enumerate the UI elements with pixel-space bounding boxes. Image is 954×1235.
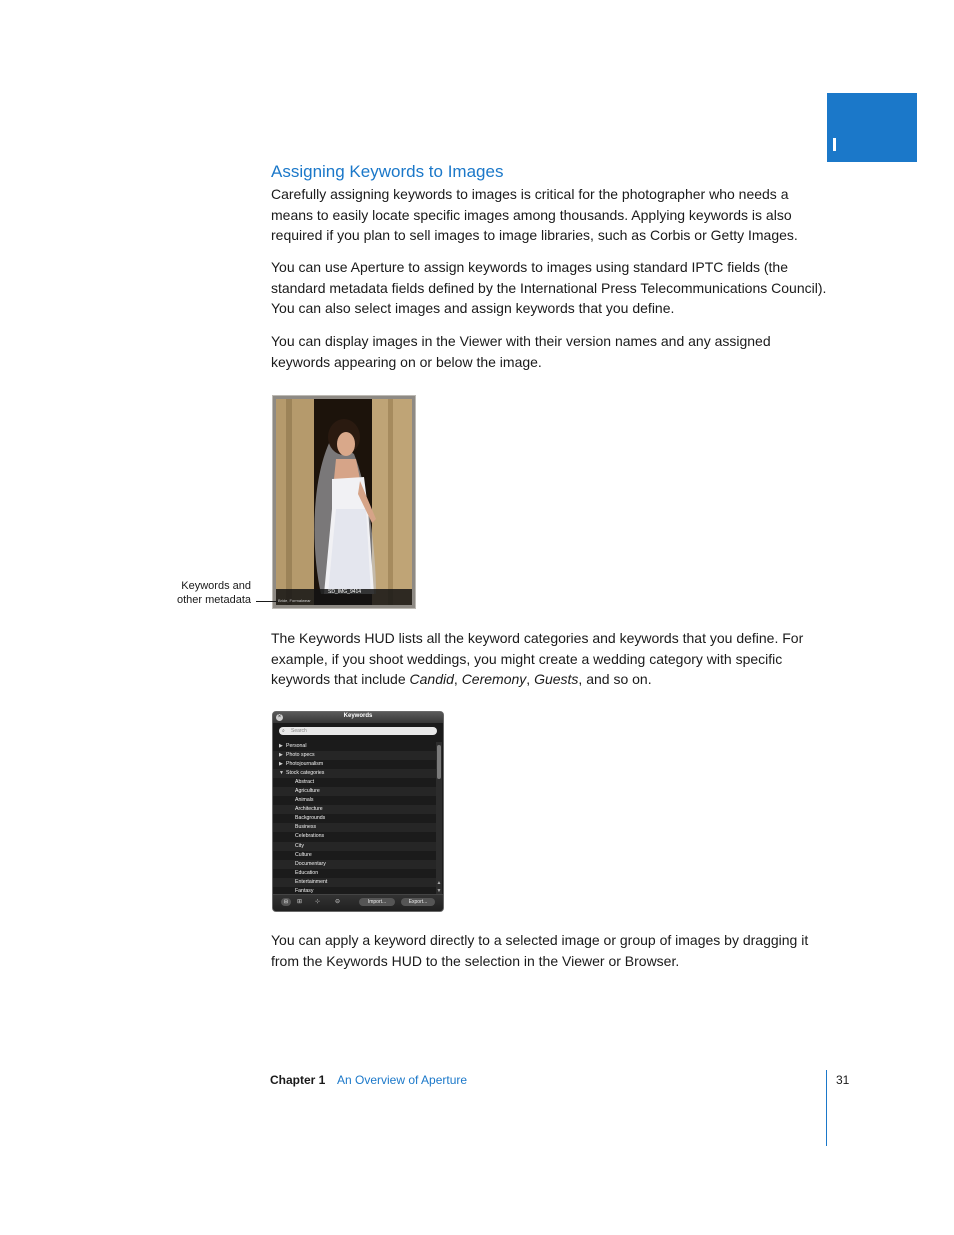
disclosure-right-icon[interactable]: ▶ [279,752,283,759]
add-keyword-icon[interactable]: ⊞ [297,899,303,905]
keyword-row[interactable] [273,778,436,787]
search-icon: ⌕ [282,728,285,734]
keyword-guests: Guests [534,671,579,687]
keyword-row[interactable] [273,842,436,851]
disclosure-right-icon[interactable]: ▶ [279,761,283,768]
close-icon[interactable]: × [277,714,282,720]
version-name: SD_IMG_9414 [328,589,362,595]
keyword-row[interactable] [273,814,436,823]
lock-button[interactable] [281,898,291,906]
keyword-row[interactable] [273,769,436,778]
lock-icon: ⊟ [283,899,289,905]
keyword-label: Agriculture [295,788,320,795]
remove-keyword-icon[interactable]: ⊖ [335,899,341,905]
keyword-row[interactable] [273,860,436,869]
keyword-row[interactable] [273,878,436,887]
keyword-row[interactable] [273,751,436,760]
keyword-row[interactable] [273,869,436,878]
keywords-overlay: Bride, Formalwear [278,598,311,603]
keyword-label: Culture [295,851,312,858]
paragraph-3: You can display images in the Viewer with their version names and any assigned keywords appearing on or below the image. [271,333,771,370]
keyword-label: Celebrations [295,833,325,840]
paragraph-1: Carefully assigning keywords to images is critical for the photographer who needs a means to easily locate specific images among thousands. Applying keywords is also required if you plan to sell images to image libraries, such as Corbis or Getty Images. [271,186,798,243]
keyword-label: Documentary [295,860,326,867]
keyword-row[interactable] [273,851,436,860]
scrollbar-thumb[interactable] [437,745,441,779]
bride-photo [276,399,412,605]
search-input[interactable] [279,727,437,735]
keyword-row[interactable] [273,805,436,814]
metadata-overlay [276,589,412,605]
search-placeholder: Search [291,728,307,734]
chapter-tab-mark [833,138,836,151]
paragraph-4-sep-1: , [453,671,462,687]
callout-line-1: Keywords and [181,580,251,592]
disclosure-right-icon[interactable]: ▶ [279,743,283,749]
hud-title: Keywords [343,713,373,719]
paragraph-5: You can apply a keyword directly to a selected image or group of images by dragging it from the Keywords HUD to the selection in the Viewer or Browser. [271,932,809,969]
page-number: 31 [836,1073,850,1087]
footer-chapter-label: Chapter 1 [270,1073,326,1087]
disclosure-down-icon[interactable]: ▼ [279,770,284,777]
keyword-row[interactable] [273,796,436,805]
scroll-up-icon[interactable]: ▲ [436,880,442,886]
keyword-label: City [295,842,304,849]
keyword-label: Entertainment [295,878,328,885]
paragraph-4-text: The Keywords HUD lists all the keyword categories and keywords that you define. For example, if you shoot weddings, you might create a wedding category with specific keywords that include [271,630,804,687]
viewer-image-figure [272,395,416,609]
paragraph-2: You can use Aperture to assign keywords to images using standard IPTC fields (the standard metadata fields defined by the International Press Telecommunications Council). You can also select images and assign keywords that you define. [271,259,827,316]
keyword-candid: Candid [409,671,454,687]
callout-leader-line [256,601,278,602]
keyword-label: Stock categories [286,770,325,777]
keyword-row[interactable] [273,760,436,769]
keyword-label: Personal [286,743,307,749]
keyword-label: Animals [295,797,314,804]
keyword-row[interactable] [273,823,436,832]
paragraph-4-end: , and so on. [578,671,652,687]
paragraph-4-sep-2: , [526,671,535,687]
keyword-label: Abstract [295,779,315,786]
keyword-label: Photojournalism [286,761,324,768]
chapter-tab [827,93,917,162]
scroll-down-icon[interactable]: ▼ [436,888,442,894]
footer-divider [826,1070,827,1146]
section-title: Assigning Keywords to Images [271,162,504,181]
keyword-row[interactable] [273,742,436,751]
hud-footer [273,894,443,911]
keyword-list [273,742,436,894]
keyword-label: Backgrounds [295,815,326,822]
keyword-ceremony: Ceremony [461,671,527,687]
export-button[interactable]: Export... [401,898,435,906]
add-subordinate-icon[interactable]: ⊹ [315,899,321,905]
callout-line-2: other metadata [177,594,251,606]
keyword-label: Business [295,824,317,831]
import-button[interactable]: Import... [359,898,395,906]
footer-chapter-link[interactable]: An Overview of Aperture [337,1073,468,1087]
keyword-row[interactable] [273,787,436,796]
callout-label [150,579,251,607]
bride-photo-drawing [276,399,412,605]
paragraph-4 [271,628,831,690]
keyword-label: Photo specs [286,752,315,759]
keywords-hud [272,711,444,912]
keyword-row[interactable] [273,832,436,841]
hud-titlebar [273,712,443,723]
keyword-label: Fantasy [295,887,314,894]
keyword-label: Architecture [295,806,323,813]
scrollbar[interactable] [436,742,442,896]
keyword-label: Education [295,869,319,876]
